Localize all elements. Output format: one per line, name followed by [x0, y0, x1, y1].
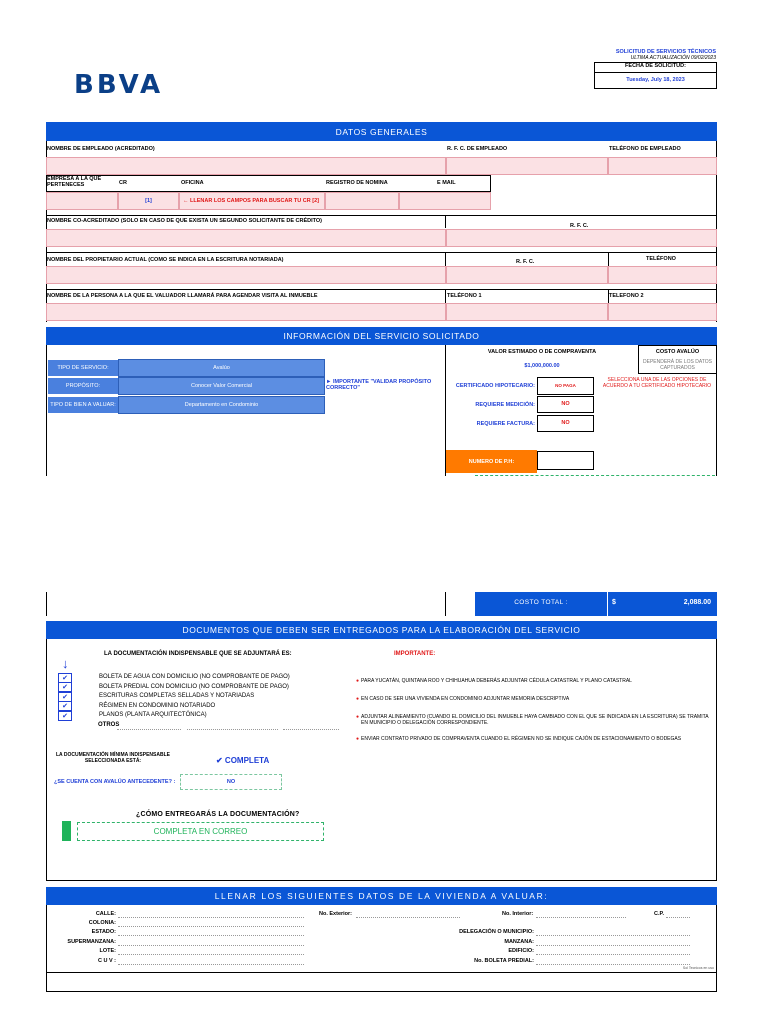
important-note: ► IMPORTANTE "VALIDAR PROPÓSITO CORRECTO"	[326, 379, 432, 392]
cost-note: DEPENDERÁ DE LOS DATOS CAPTURADOS	[643, 359, 712, 371]
important-note-text: ADJUNTAR ALINEAMIENTO (CUANDO EL DOMICILIO DEL INMUEBLE HAYA CAMBIADO CON EL QUE SE INDICADA EN LA ESCRITURA) SE TRAMITA EN MUNICIPIO O DELEGACIÓN CORRESPONDIENTE.	[361, 714, 709, 727]
divider	[445, 289, 446, 303]
label-delivery: ¿CÓMO ENTREGARÁS LA DOCUMENTACIÓN?	[136, 811, 300, 818]
cr-value: [1]	[145, 198, 152, 204]
label-estado: ESTADO:	[91, 929, 116, 935]
required-docs-list	[58, 673, 348, 721]
phone-employee-field[interactable]	[608, 157, 717, 175]
office-field[interactable]	[179, 192, 325, 210]
doc-item-label: BOLETA DE AGUA CON DOMICILIO (NO COMPROBANTE DE PAGO)	[99, 674, 290, 681]
label-est-value: VALOR ESTIMADO O DE COMPRAVENTA	[487, 349, 597, 355]
invoice-select[interactable]: NO	[537, 415, 594, 432]
colonia-field[interactable]	[118, 926, 304, 927]
bullet-icon: ●	[356, 714, 360, 720]
label-rfc-employee: R. F. C. DE EMPLEADO	[447, 146, 508, 152]
section-service-header: INFORMACIÓN DEL SERVICIO SOLICITADO	[46, 327, 717, 345]
form-title: SOLICITUD DE SERVICIOS TÉCNICOS	[615, 49, 716, 55]
section-general-header: DATOS GENERALES	[46, 122, 717, 141]
other-field-3[interactable]	[283, 729, 339, 730]
delivery-select[interactable]: COMPLETA EN CORREO	[77, 822, 324, 841]
company-field[interactable]	[46, 192, 118, 210]
important-note-text: EN CASO DE SER UNA VIVIENDA EN CONDOMINIO ADJUNTAR MEMORIA DESCRIPTIVA	[361, 696, 570, 702]
label-boleta: No. BOLETA PREDIAL:	[474, 958, 534, 964]
date-box	[594, 62, 717, 89]
label-colonia: COLONIA:	[88, 920, 116, 926]
label-no-ext: No. Exterior:	[319, 911, 353, 917]
label-rfc-owner: R. F. C.	[516, 259, 535, 265]
no-ext-field[interactable]	[356, 917, 460, 918]
cr-hint: ← LLENAR LOS CAMPOS PARA BUSCAR TU CR [2]	[183, 198, 319, 204]
manzana-field[interactable]	[536, 945, 690, 946]
bbva-logo: BBVA	[74, 70, 164, 100]
label-required-docs: LA DOCUMENTACIÓN INDISPENSABLE QUE SE ADJUNTARÁ ES:	[104, 651, 292, 657]
important-note-item	[356, 736, 716, 742]
total-value: 2,088.00	[683, 599, 711, 606]
important-note-item	[356, 678, 716, 684]
doc-item-label: RÉGIMEN EN CONDOMINIO NOTARIADO	[99, 702, 216, 709]
label-office: OFICINA	[181, 180, 204, 186]
bullet-icon: ●	[356, 696, 360, 702]
label-phone1: TELÉFONO 1	[447, 293, 482, 299]
total-currency: $	[612, 599, 616, 606]
label-min-docs: LA DOCUMENTACIÓN MÍNIMA INDISPENSABLE SELECCIONADA ESTÁ:	[56, 752, 170, 764]
mortgage-cert-select[interactable]: NO PAGA	[537, 377, 594, 395]
other-field-1[interactable]	[117, 729, 181, 730]
doc-checkbox[interactable]: ✔	[58, 701, 72, 711]
cuv-field[interactable]	[118, 964, 304, 965]
divider	[445, 592, 446, 616]
label-employee-name: NOMBRE DE EMPLEADO (ACREDITADO)	[47, 146, 155, 152]
label-invoice: REQUIERE FACTURA:	[476, 421, 535, 427]
label-mortgage-cert: CERTIFICADO HIPOTECARIO:	[455, 383, 535, 389]
rfc-owner-field[interactable]	[446, 266, 608, 284]
lote-field[interactable]	[118, 954, 304, 955]
visit-person-field[interactable]	[46, 303, 446, 321]
measure-select[interactable]: NO	[537, 396, 594, 413]
employee-name-field[interactable]	[46, 157, 446, 175]
label-phone-employee: TELÉFONO DE EMPLEADO	[609, 146, 681, 152]
doc-item	[58, 702, 348, 712]
asset-type-select[interactable]: Departamento en Condominio	[118, 396, 325, 414]
mortgage-note: SELECCIONA UNA DE LAS OPCIONES DE ACUERDO A TU CERTIFICADO HIPOTECARIO	[602, 377, 712, 389]
cr-field[interactable]	[118, 192, 179, 210]
label-no-int: No. Interior:	[502, 911, 534, 917]
email-field[interactable]	[399, 192, 491, 210]
doc-item-label: BOLETA PREDIAL CON DOMICILIO (NO COMPROBANTE DE PAGO)	[99, 683, 289, 690]
label-delegacion: DELEGACIÓN O MUNICIPIO:	[459, 929, 534, 935]
bullet-icon: ●	[356, 736, 360, 742]
green-dashed-line	[475, 475, 715, 476]
label-calle: CALLE:	[95, 911, 116, 917]
rfc-coborrower-field[interactable]	[446, 229, 717, 247]
owner-field[interactable]	[46, 266, 446, 284]
cp-field[interactable]	[666, 917, 690, 918]
doc-checkbox[interactable]: ✔	[58, 711, 72, 721]
doc-checkbox[interactable]: ✔	[58, 692, 72, 702]
doc-item-label: ESCRITURAS COMPLETAS SELLADAS Y NOTARIADAS	[99, 693, 255, 700]
divider	[46, 252, 717, 253]
divider	[46, 289, 717, 290]
doc-item	[58, 711, 348, 721]
date-label: FECHA DE SOLICITUD:	[595, 63, 716, 73]
property-frame	[46, 905, 717, 992]
label-visit-person: NOMBRE DE LA PERSONA A LA QUE EL VALUADOR LLAMARÁ PARA AGENDAR VISITA AL INMUEBLE	[47, 293, 318, 299]
label-purpose: PROPÓSITO:	[48, 378, 118, 394]
divider	[445, 252, 446, 266]
min-docs-status: ✔ COMPLETA	[216, 756, 270, 765]
phone2-field[interactable]	[608, 303, 717, 321]
delivery-marker	[62, 821, 71, 841]
estado-field[interactable]	[118, 935, 304, 936]
section-property-header: LLENAR LOS SIGUIENTES DATOS DE LA VIVIENDA A VALUAR:	[46, 887, 717, 905]
label-service-type: TIPO DE SERVICIO:	[48, 360, 118, 376]
label-ph: NUMERO DE P.H:	[468, 459, 515, 465]
label-coborrower: NOMBRE CO-ACREDITADO (SOLO EN CASO DE QUE EXISTA UN SEGUNDO SOLICITANTE DE CRÉDITO)	[47, 218, 323, 224]
doc-item	[58, 692, 348, 702]
last-update: ULTIMA ACTUALIZACIÓN 09/02/2023	[630, 55, 716, 61]
divider	[46, 972, 717, 973]
label-important: IMPORTANTE:	[394, 651, 436, 657]
section-docs-header: DOCUMENTOS QUE DEBEN SER ENTREGADOS PARA LA ELABORACIÓN DEL SERVICIO	[46, 621, 717, 639]
calle-field[interactable]	[118, 917, 304, 918]
divider	[608, 252, 609, 266]
bullet-icon: ●	[356, 678, 360, 684]
divider	[607, 592, 608, 616]
label-lote: LOTE:	[99, 948, 116, 954]
rfc-employee-field[interactable]	[446, 157, 608, 175]
label-total: COSTO TOTAL :	[514, 599, 568, 606]
est-value[interactable]: $1,000,000.00	[524, 363, 560, 369]
doc-item-label: PLANOS (PLANTA ARQUITECTÓNICA)	[99, 712, 207, 719]
prior-appraisal-select[interactable]: NO	[180, 774, 282, 790]
important-note-text: PARA YUCATÁN, QUINTANA ROO Y CHIHUAHUA DEBERÁS ADJUNTAR CÉDULA CATASTRAL Y PLANO CATASTRAL	[361, 678, 632, 684]
doc-item	[58, 673, 348, 683]
other-field-2[interactable]	[187, 729, 278, 730]
label-supermanzana: SUPERMANZANA:	[67, 939, 116, 945]
label-prior-appraisal: ¿SE CUENTA CON AVALÚO ANTECEDENTE? :	[54, 779, 176, 785]
divider	[608, 289, 609, 303]
doc-checkbox[interactable]: ✔	[58, 682, 72, 692]
label-measure: REQUIERE MEDICIÓN:	[475, 402, 535, 408]
coborrower-field[interactable]	[46, 229, 446, 247]
label-owner: NOMBRE DEL PROPIETARIO ACTUAL (COMO SE INDICA EN LA ESCRITURA NOTARIADA)	[47, 257, 284, 263]
service-type-select[interactable]: Avalúo	[118, 359, 325, 377]
label-cuv: C U V :	[97, 958, 116, 964]
boleta-field[interactable]	[536, 964, 690, 965]
no-int-field[interactable]	[536, 917, 626, 918]
date-value[interactable]: Tuesday, July 18, 2023	[626, 77, 685, 83]
supermanzana-field[interactable]	[118, 945, 304, 946]
label-edificio: EDIFICIO:	[508, 948, 534, 954]
label-cr: CR	[119, 180, 127, 186]
doc-item	[58, 683, 348, 693]
label-company: EMPRESA A LA QUE PERTENECES	[47, 176, 102, 189]
important-note-item	[356, 696, 716, 702]
footnote: Sol Tecnicos en uso	[682, 966, 714, 970]
label-asset-type: TIPO DE BIEN A VALUAR:	[48, 397, 118, 413]
label-phone-owner: TELÉFONO	[646, 256, 676, 262]
payroll-field[interactable]	[325, 192, 399, 210]
phone-owner-field[interactable]	[608, 266, 717, 284]
important-note-text: ENVIAR CONTRATO PRIVADO DE COMPRAVENTA CUANDO EL RÉGIMEN NO SE INDIQUE CAJÓN DE ESTACIONAMIENTO O BODEGAS	[361, 736, 682, 742]
label-rfc-coborrower: R. F. C.	[570, 223, 589, 229]
ph-field[interactable]	[537, 451, 594, 470]
label-payroll: REGISTRO DE NOMINA	[326, 180, 388, 186]
label-phone2: TELEFONO 2	[609, 293, 644, 299]
divider	[46, 592, 47, 616]
label-cp: C.P.	[654, 911, 664, 917]
phone1-field[interactable]	[446, 303, 608, 321]
doc-checkbox[interactable]: ✔	[58, 673, 72, 683]
divider	[46, 215, 717, 216]
purpose-select[interactable]: Conocer Valor Comercial	[118, 377, 325, 395]
edificio-field[interactable]	[536, 954, 690, 955]
important-note-item	[356, 714, 716, 727]
delegacion-field[interactable]	[536, 935, 690, 936]
divider	[445, 215, 446, 228]
label-cost: COSTO AVALÚO	[655, 349, 700, 355]
label-email: E MAIL	[437, 180, 456, 186]
label-others: OTROS	[98, 722, 120, 728]
down-arrow-icon: ↓	[62, 656, 69, 671]
label-manzana: MANZANA:	[504, 939, 534, 945]
